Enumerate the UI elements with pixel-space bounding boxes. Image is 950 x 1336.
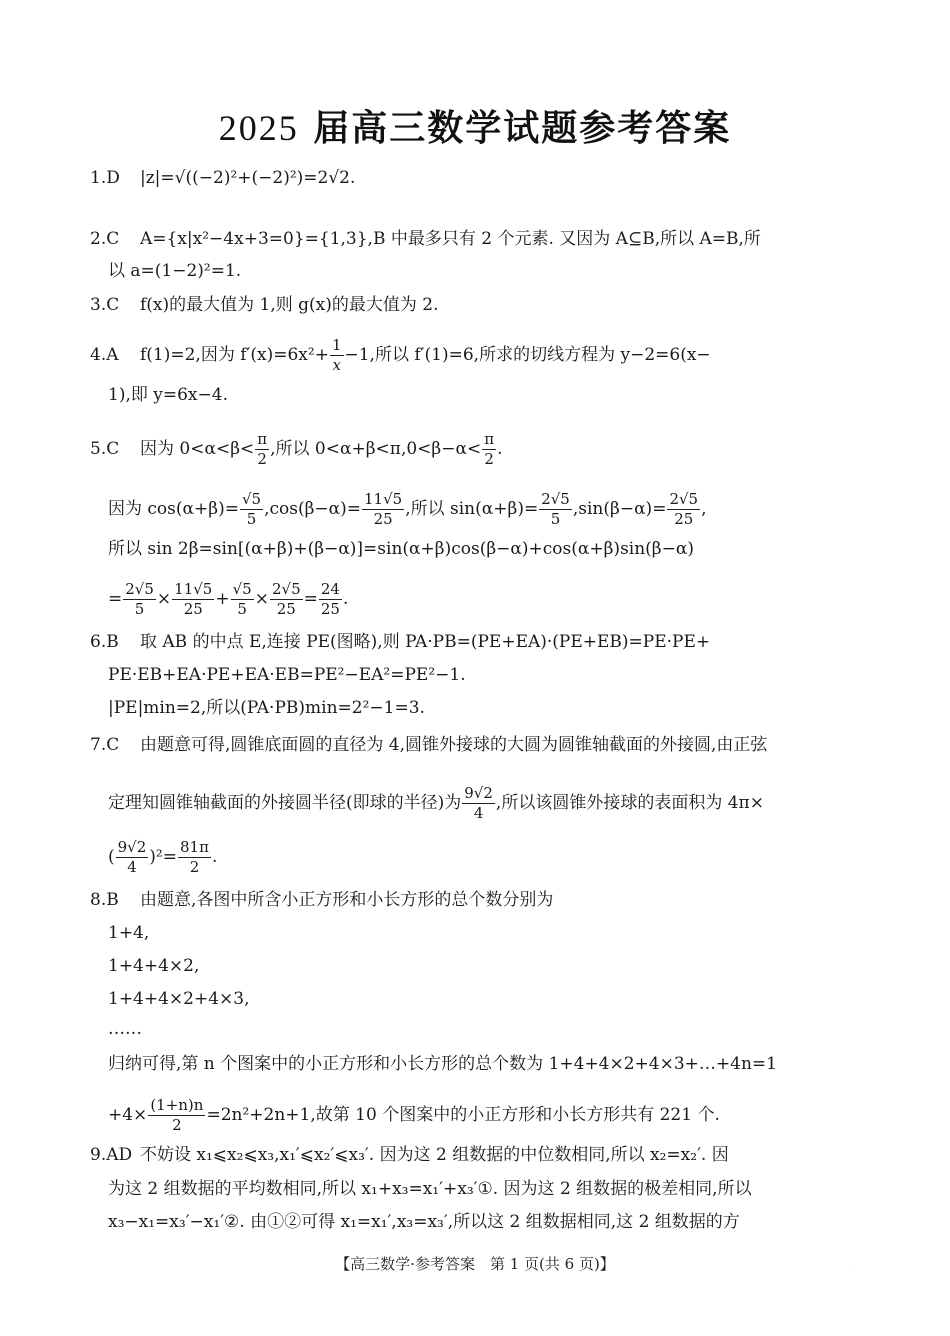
fraction: $\frac{√5}{5}$ [232, 580, 252, 618]
answer-6-line3: |PE|min=2,所以(PA·PB)min=2²−1=3. [108, 698, 425, 718]
answer-6-line2: PE·EB+EA·PE+EA·EB=PE²−EA²=PE²−1. [108, 665, 466, 685]
answer-8-line4: 1+4+4×2+4×3, [108, 989, 250, 1009]
fraction: $\frac{11√5}{25}$ [364, 490, 403, 528]
answer-5-line3: 所以 sin 2β=sin[(α+β)+(β−α)]=sin(α+β)cos(β−α)+cos(α+β)sin(β−α) [108, 539, 694, 559]
fraction: $\frac{\pi}{2}$ [257, 430, 268, 468]
answer-5-line2: 因为 cos(α+β)= $\frac{√5}{5}$ ,cos(β−α)= $\frac{11√5}{25}$ ,所以 sin(α+β)= $\frac{2√5}{5}$ ,sin(β−α)= $\frac{2√5}{25}$ , [108, 490, 707, 528]
answer-2: 2.C A={x|x²−4x+3=0}={1,3},B 中最多只有 2 个元素. 又因为 A⊆B,所以 A=B,所 [90, 229, 761, 249]
answer-7: 7.C 由题意可得,圆锥底面圆的直径为 4,圆锥外接球的大圆为圆锥轴截面的外接圆,由正弦 [90, 735, 768, 755]
page-footer: 【高三数学·参考答案 第 1 页(共 6 页)】 [335, 1255, 615, 1273]
answer-8-line7: +4× $\frac{(1+n)n}{2}$ =2n²+2n+1,故第 10 个图案中的小正方形和小长方形共有 221 个. [108, 1096, 720, 1134]
fraction: $\frac{2√5}{25}$ [271, 580, 301, 618]
answer-5: 5.C 因为 0<α<β< $\frac{\pi}{2}$ ,所以 0<α+β<π,0<β−α< $\frac{\pi}{2}$ . [90, 430, 503, 468]
answer-2-line2: 以 a=(1−2)²=1. [108, 261, 242, 281]
fraction: $\frac{81\pi}{2}$ [180, 838, 209, 876]
answer-8-line5: …… [108, 1019, 142, 1039]
fraction: $\frac{2√5}{5}$ [125, 580, 154, 618]
answer-3: 3.C f(x)的最大值为 1,则 g(x)的最大值为 2. [90, 295, 439, 315]
answer-8-line6: 归纳可得,第 n 个图案中的小正方形和小长方形的总个数为 1+4+4×2+4×3+…+4n=1 [108, 1054, 777, 1074]
corner-mark: ·· [848, 1266, 852, 1272]
fraction: $\frac{9√2}{4}$ [464, 784, 493, 822]
page-title: 2025 届高三数学试题参考答案 [218, 107, 732, 149]
answer-8: 8.B 由题意,各图中所含小正方形和小长方形的总个数分别为 [90, 890, 554, 910]
answer-5-line4: = $\frac{2√5}{5}$ × $\frac{11√5}{25}$ + $\frac{√5}{5}$ × $\frac{2√5}{25}$ = $\frac{24}{25}$ . [108, 580, 349, 618]
answer-9-line2: 为这 2 组数据的平均数相同,所以 x₁+x₃=x₁′+x₃′①. 因为这 2 组数据的极差相同,所以 [108, 1179, 752, 1199]
answer-8-line2: 1+4, [108, 923, 150, 943]
fraction: $\frac{2√5}{5}$ [541, 490, 570, 528]
answer-7-line3: ( $\frac{9√2}{4}$ )²= $\frac{81\pi}{2}$ . [108, 838, 218, 876]
fraction: $\frac{11√5}{25}$ [174, 580, 213, 618]
fraction: $\frac{24}{25}$ [320, 580, 340, 618]
answer-9: 9.AD 不妨设 x₁⩽x₂⩽x₃,x₁′⩽x₂′⩽x₃′. 因为这 2 组数据的中位数相同,所以 x₂=x₂′. 因 [90, 1145, 729, 1165]
answer-4: 4.A f(1)=2,因为 f′(x)=6x²+ $\frac{1}{x}$ −1,所以 f′(1)=6,所求的切线方程为 y−2=6(x− [90, 336, 711, 374]
answer-1: 1.D |z|=√((−2)²+(−2)²)=2√2. [90, 168, 356, 188]
answer-8-line3: 1+4+4×2, [108, 956, 200, 976]
answer-9-line3: x₃−x₁=x₃′−x₁′②. 由①②可得 x₁=x₁′,x₃=x₃′,所以这 2 组数据相同,这 2 组数据的方 [108, 1212, 740, 1232]
fraction: $\frac{2√5}{25}$ [669, 490, 699, 528]
fraction: $\frac{(1+n)n}{2}$ [150, 1096, 204, 1134]
fraction: $\frac{√5}{5}$ [241, 490, 262, 528]
fraction: $\frac{9√2}{4}$ [117, 838, 147, 876]
fraction: $\frac{1}{x}$ [331, 336, 342, 374]
answer-7-line2: 定理知圆锥轴截面的外接圆半径(即球的半径)为 $\frac{9√2}{4}$ ,所以该圆锥外接球的表面积为 4π× [108, 784, 764, 822]
answer-6: 6.B 取 AB 的中点 E,连接 PE(图略),则 PA·PB=(PE+EA)·(PE+EB)=PE·PE+ [90, 632, 711, 652]
answer-4-line2: 1),即 y=6x−4. [108, 385, 228, 405]
fraction: $\frac{\pi}{2}$ [484, 430, 495, 468]
